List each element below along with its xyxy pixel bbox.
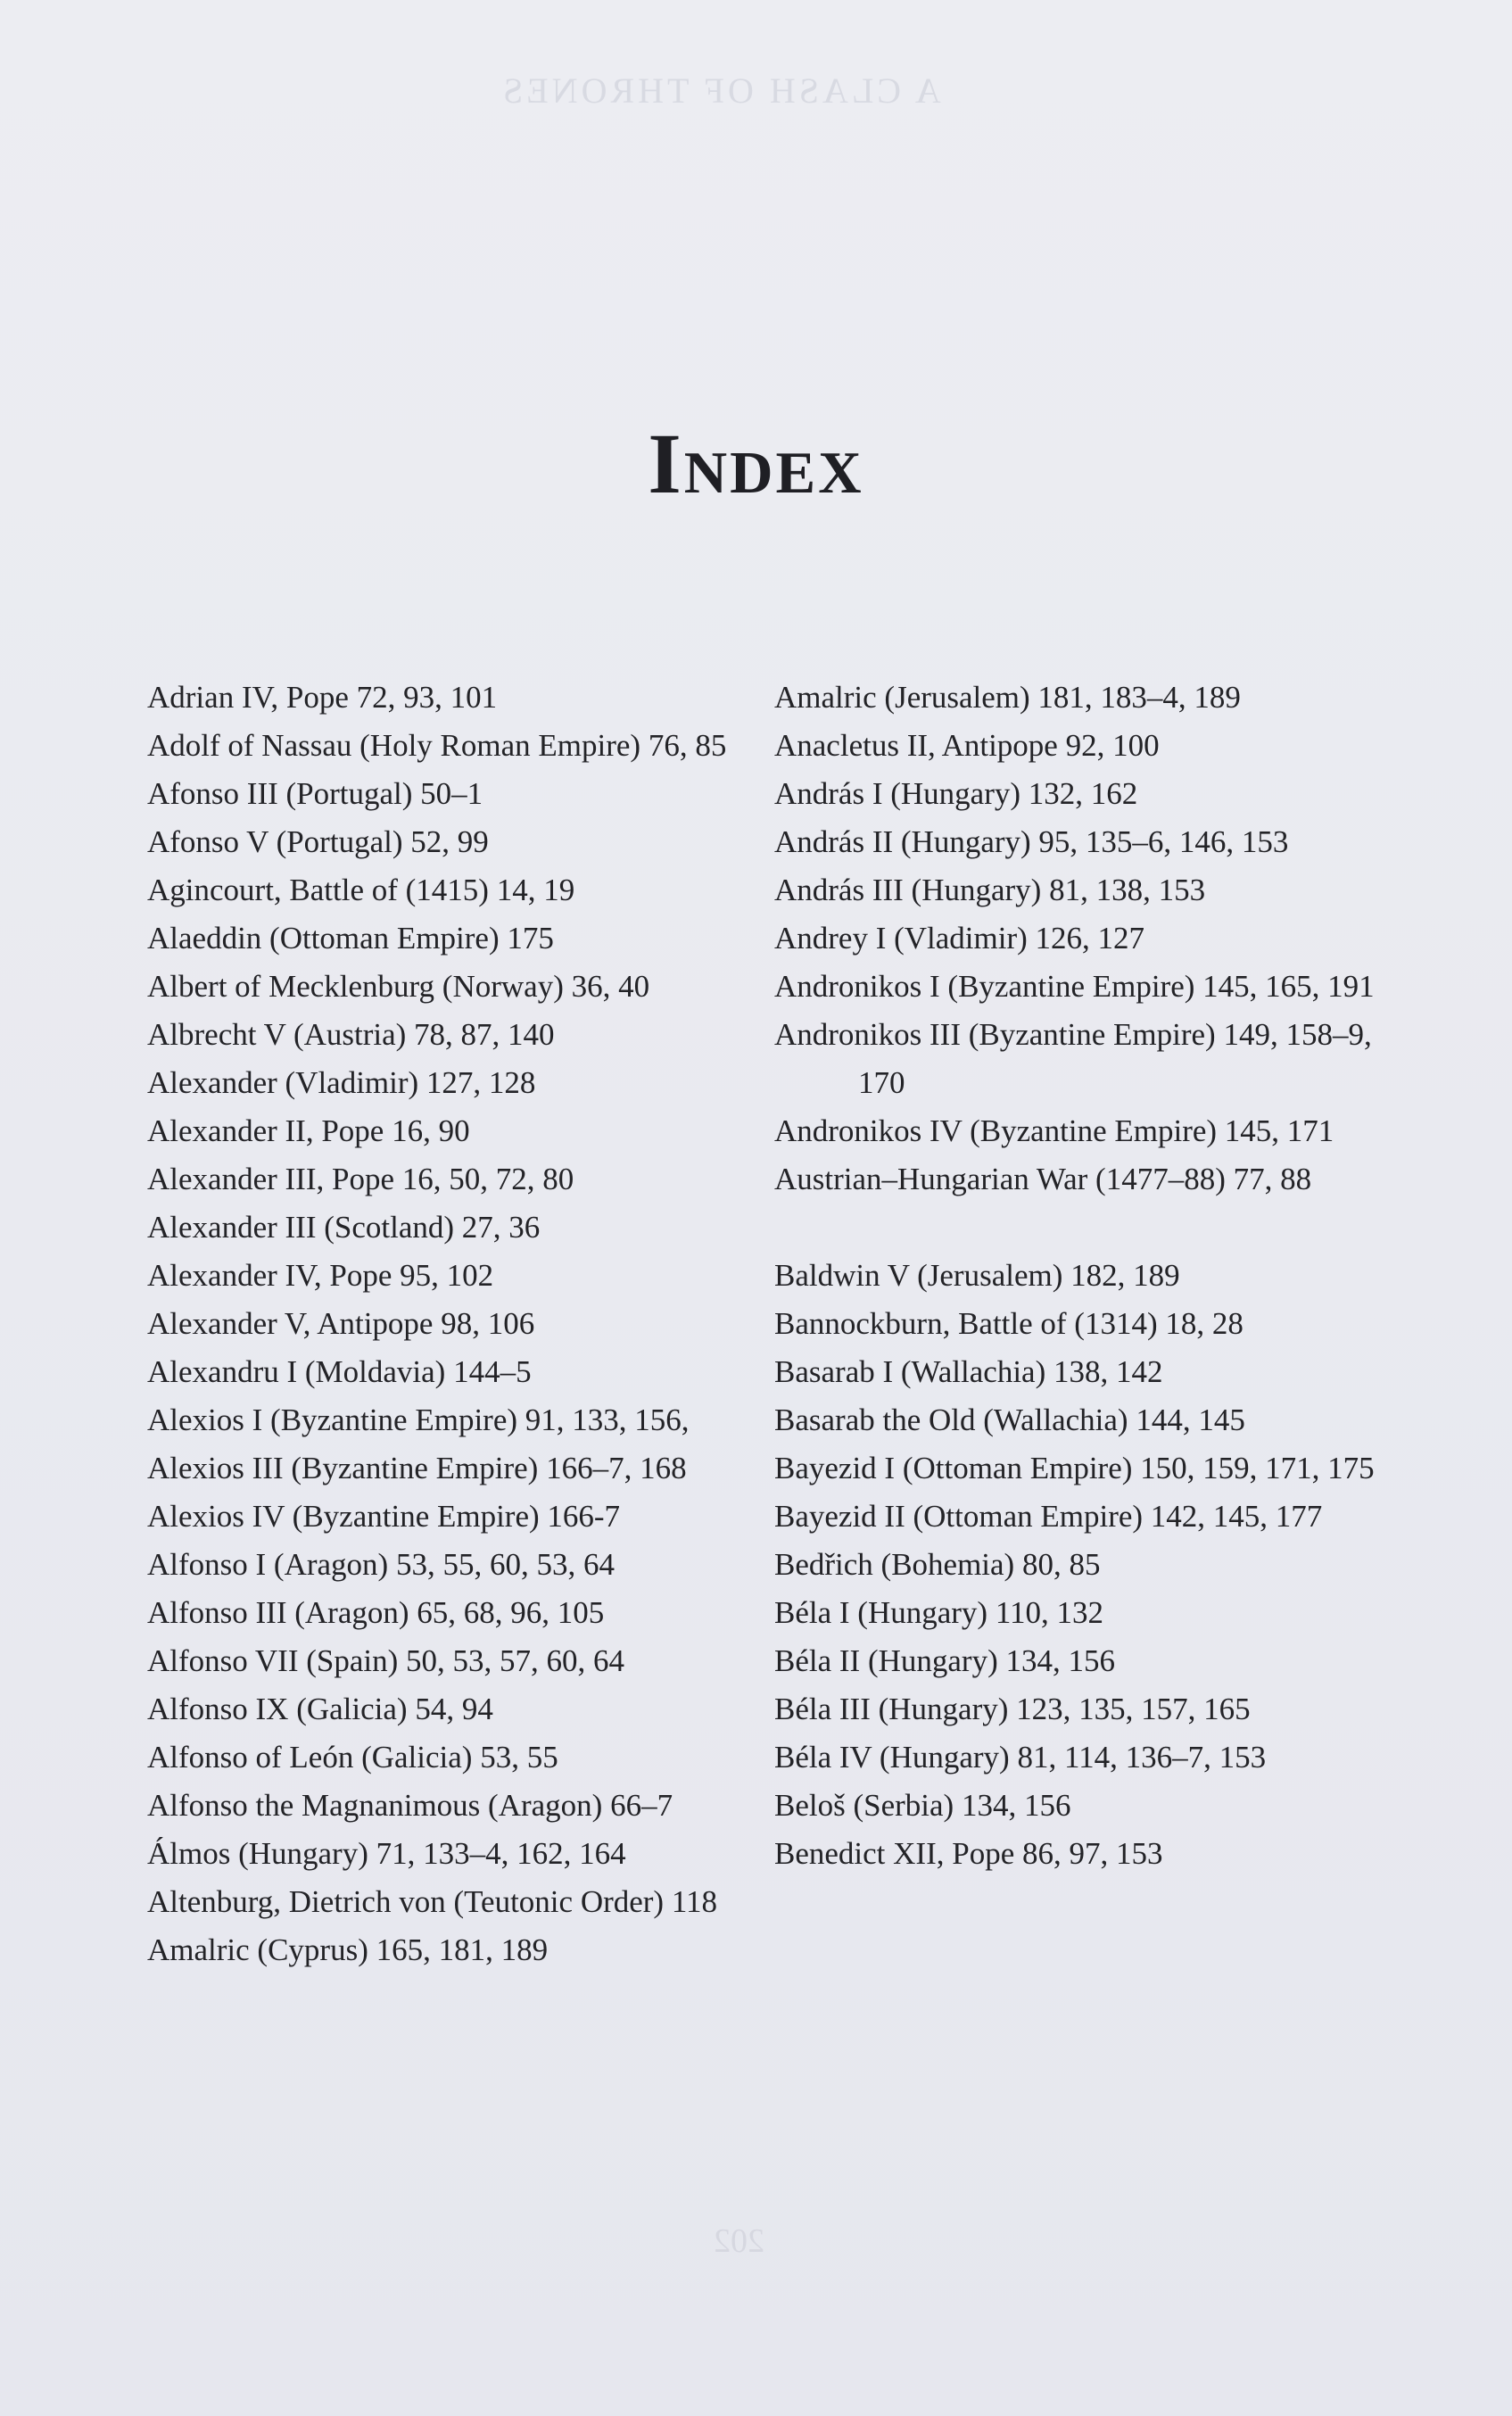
index-entry: Bedřich (Bohemia) 80, 85 [774,1547,1101,1582]
index-entry: Álmos (Hungary) 71, 133–4, 162, 164 [147,1836,626,1871]
index-entry: Andronikos IV (Byzantine Empire) 145, 171 [774,1113,1334,1148]
page-title: Index [648,416,864,512]
index-entry: Basarab I (Wallachia) 138, 142 [774,1354,1163,1389]
index-entry: Adrian IV, Pope 72, 93, 101 [147,680,498,715]
index-entry: Bayezid II (Ottoman Empire) 142, 145, 177 [774,1499,1323,1534]
index-entry: Benedict XII, Pope 86, 97, 153 [774,1836,1163,1871]
index-entry: Alfonso III (Aragon) 65, 68, 96, 105 [147,1595,605,1630]
index-entry: Afonso V (Portugal) 52, 99 [147,824,489,859]
index-entry: Albert of Mecklenburg (Norway) 36, 40 [147,969,650,1004]
bleed-through-page-number: 202 [714,2222,764,2260]
index-column-right [774,674,1417,1878]
index-entry: Alfonso VII (Spain) 50, 53, 57, 60, 64 [147,1643,625,1678]
index-entry: Altenburg, Dietrich von (Teutonic Order) 118 [147,1884,718,1919]
index-entry: Andronikos I (Byzantine Empire) 145, 165, 191 [774,969,1375,1004]
letter-section-gap [774,1204,1417,1252]
index-entry: Alfonso IX (Galicia) 54, 94 [147,1692,493,1726]
index-entry: Alexander III, Pope 16, 50, 72, 80 [147,1162,574,1196]
index-entry: Andrey I (Vladimir) 126, 127 [774,921,1145,956]
bleed-through-header: A CLASH OF THRONES [500,70,941,111]
index-entry: Alexander V, Antipope 98, 106 [147,1306,535,1341]
index-entry: Andronikos III (Byzantine Empire) 149, 158–9, 170 [774,1017,1372,1100]
index-column-left [147,674,789,1974]
index-entry: Adolf of Nassau (Holy Roman Empire) 76, 85 [147,728,727,763]
index-entry: Alaeddin (Ottoman Empire) 175 [147,921,554,956]
index-entry: Beloš (Serbia) 134, 156 [774,1788,1071,1823]
index-entry: András I (Hungary) 132, 162 [774,776,1138,811]
index-entry: Béla IV (Hungary) 81, 114, 136–7, 153 [774,1740,1267,1775]
index-entry: Albrecht V (Austria) 78, 87, 140 [147,1017,555,1052]
index-entry: Alfonso the Magnanimous (Aragon) 66–7 [147,1788,673,1823]
index-entry: Anacletus II, Antipope 92, 100 [774,728,1160,763]
index-entry: Alfonso of León (Galicia) 53, 55 [147,1740,558,1775]
index-entry: Béla I (Hungary) 110, 132 [774,1595,1104,1630]
index-entry: Alexander II, Pope 16, 90 [147,1113,470,1148]
index-entry: Alexios IV (Byzantine Empire) 166-7 [147,1499,621,1534]
index-entry: Baldwin V (Jerusalem) 182, 189 [774,1258,1180,1293]
index-entry: Bayezid I (Ottoman Empire) 150, 159, 171, 175 [774,1451,1375,1485]
index-entry: Alexandru I (Moldavia) 144–5 [147,1354,532,1389]
index-entry: Béla II (Hungary) 134, 156 [774,1643,1115,1678]
index-entry: Amalric (Jerusalem) 181, 183–4, 189 [774,680,1241,715]
index-entry: András II (Hungary) 95, 135–6, 146, 153 [774,824,1289,859]
index-entry: Alexander IV, Pope 95, 102 [147,1258,494,1293]
index-entry: Alexios I (Byzantine Empire) 91, 133, 156, [147,1402,690,1437]
index-entry: Alexios III (Byzantine Empire) 166–7, 168 [147,1451,687,1485]
index-entry: Agincourt, Battle of (1415) 14, 19 [147,873,575,907]
index-entry: András III (Hungary) 81, 138, 153 [774,873,1206,907]
index-entry: Béla III (Hungary) 123, 135, 157, 165 [774,1692,1251,1726]
index-entry: Austrian–Hungarian War (1477–88) 77, 88 [774,1162,1312,1196]
index-entry: Alexander III (Scotland) 27, 36 [147,1210,541,1245]
index-entry: Afonso III (Portugal) 50–1 [147,776,483,811]
index-entry: Alexander (Vladimir) 127, 128 [147,1065,536,1100]
index-entry: Bannockburn, Battle of (1314) 18, 28 [774,1306,1243,1341]
index-entry: Basarab the Old (Wallachia) 144, 145 [774,1402,1245,1437]
index-entry: Amalric (Cyprus) 165, 181, 189 [147,1932,549,1967]
index-entry: Alfonso I (Aragon) 53, 55, 60, 53, 64 [147,1547,615,1582]
